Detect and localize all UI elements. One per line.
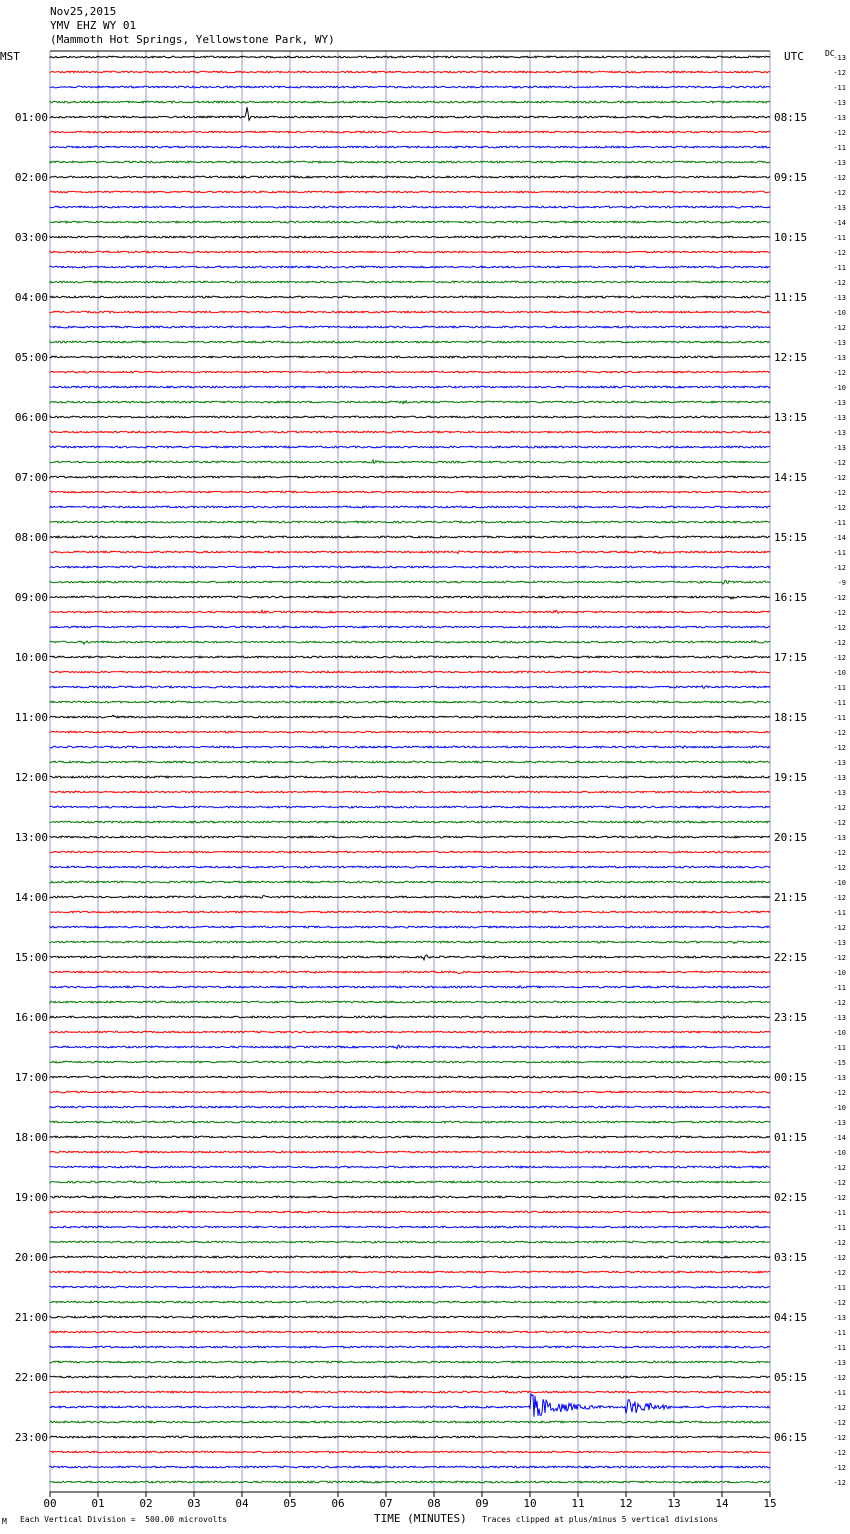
dc-offset-label: -9 xyxy=(837,579,846,587)
seismic-trace xyxy=(50,236,770,238)
seismic-trace xyxy=(50,641,770,645)
seismic-trace xyxy=(50,1286,770,1288)
dc-label: DC xyxy=(825,49,835,58)
small-mark: M xyxy=(2,1517,7,1526)
dc-offset-label: -11 xyxy=(833,1284,846,1292)
x-tick-label: 01 xyxy=(91,1497,105,1510)
dc-offset-label: -13 xyxy=(833,789,846,797)
mst-hour-label: 19:00 xyxy=(14,1191,48,1204)
x-tick-label: 15 xyxy=(763,1497,777,1510)
seismic-trace xyxy=(50,1151,770,1153)
station-location: (Mammoth Hot Springs, Yellowstone Park, WY) xyxy=(50,33,335,46)
x-tick-label: 14 xyxy=(715,1497,729,1510)
dc-offset-label: -11 xyxy=(833,1224,846,1232)
dc-offset-label: -12 xyxy=(833,279,846,287)
utc-hour-label: 03:15 xyxy=(774,1251,808,1264)
seismic-trace xyxy=(50,656,770,658)
dc-offset-label: -13 xyxy=(833,294,846,302)
seismic-trace xyxy=(50,881,770,883)
utc-hour-label: 01:15 xyxy=(774,1131,808,1144)
seismic-trace xyxy=(50,971,770,974)
dc-offset-label: -12 xyxy=(833,1419,846,1427)
dc-offset-label: -12 xyxy=(833,654,846,662)
dc-offset-label: -11 xyxy=(833,1209,846,1217)
seismic-trace xyxy=(50,1436,770,1438)
seismic-trace xyxy=(50,671,770,673)
dc-offset-label: -11 xyxy=(833,1044,846,1052)
x-tick-label: 06 xyxy=(331,1497,345,1510)
dc-offset-label: -12 xyxy=(833,849,846,857)
seismic-trace xyxy=(50,1166,770,1168)
utc-hour-label: 15:15 xyxy=(774,531,808,544)
seismic-trace xyxy=(50,491,770,493)
dc-offset-label: -10 xyxy=(833,1104,846,1112)
seismic-trace xyxy=(50,311,770,313)
right-axis-title: UTC xyxy=(784,50,804,63)
seismic-trace xyxy=(50,446,770,448)
seismic-trace xyxy=(50,101,770,103)
dc-offset-label: -13 xyxy=(833,159,846,167)
dc-offset-label: -13 xyxy=(833,399,846,407)
seismic-trace xyxy=(50,251,770,253)
dc-offset-label: -12 xyxy=(833,1299,846,1307)
dc-offset-label: -14 xyxy=(833,219,846,227)
seismic-trace xyxy=(50,596,770,599)
mst-hour-label: 08:00 xyxy=(14,531,48,544)
seismic-trace xyxy=(50,1016,770,1018)
dc-offset-label: -12 xyxy=(833,504,846,512)
seismic-trace xyxy=(50,1376,770,1378)
seismic-trace xyxy=(50,161,770,163)
dc-offset-label: -11 xyxy=(833,144,846,152)
seismic-trace xyxy=(50,566,770,568)
dc-offset-label: -12 xyxy=(833,609,846,617)
seismic-trace xyxy=(50,1001,770,1003)
dc-offset-label: -11 xyxy=(833,714,846,722)
seismic-trace xyxy=(50,341,770,343)
dc-offset-label: -10 xyxy=(833,879,846,887)
seismic-trace xyxy=(50,701,770,703)
mst-hour-label: 12:00 xyxy=(14,771,48,784)
seismic-trace xyxy=(50,371,770,373)
seismic-trace xyxy=(50,386,770,388)
seismic-trace xyxy=(50,476,770,478)
dc-offset-label: -13 xyxy=(833,1014,846,1022)
utc-hour-label: 20:15 xyxy=(774,831,808,844)
utc-hour-label: 06:15 xyxy=(774,1431,808,1444)
utc-hour-label: 21:15 xyxy=(774,891,808,904)
seismic-trace xyxy=(50,1271,770,1273)
dc-offset-label: -12 xyxy=(833,1164,846,1172)
dc-offset-label: -13 xyxy=(833,1119,846,1127)
mst-hour-label: 01:00 xyxy=(14,111,48,124)
seismic-trace xyxy=(50,581,770,585)
dc-offset-label: -11 xyxy=(833,684,846,692)
seismic-trace xyxy=(50,686,770,689)
mst-hour-label: 22:00 xyxy=(14,1371,48,1384)
seismic-trace xyxy=(50,206,770,208)
seismic-trace xyxy=(50,1316,770,1318)
station-code: YMV EHZ WY 01 xyxy=(50,19,137,32)
dc-offset-label: -13 xyxy=(833,759,846,767)
seismic-trace xyxy=(50,1121,770,1123)
seismic-trace xyxy=(50,806,770,808)
seismic-trace xyxy=(50,1394,770,1417)
dc-offset-label: -12 xyxy=(833,1179,846,1187)
utc-hour-label: 23:15 xyxy=(774,1011,808,1024)
dc-offset-label: -12 xyxy=(833,564,846,572)
seismic-trace xyxy=(50,221,770,223)
seismic-trace xyxy=(50,296,770,298)
seismic-trace xyxy=(50,191,770,193)
dc-offset-label: -12 xyxy=(833,459,846,467)
dc-offset-label: -10 xyxy=(833,384,846,392)
seismic-trace xyxy=(50,926,770,928)
dc-offset-label: -12 xyxy=(833,189,846,197)
seismic-trace xyxy=(50,1031,770,1033)
seismic-trace xyxy=(50,1391,770,1393)
dc-offset-label: -13 xyxy=(833,114,846,122)
dc-offset-label: -12 xyxy=(833,624,846,632)
mst-hour-label: 13:00 xyxy=(14,831,48,844)
dc-offset-label: -12 xyxy=(833,1479,846,1487)
seismic-trace xyxy=(50,551,770,554)
utc-hour-label: 19:15 xyxy=(774,771,808,784)
seismic-trace xyxy=(50,326,770,328)
utc-hour-label: 05:15 xyxy=(774,1371,808,1384)
dc-offset-label: -12 xyxy=(833,249,846,257)
dc-offset-label: -12 xyxy=(833,1464,846,1472)
utc-hour-label: 04:15 xyxy=(774,1311,808,1324)
seismic-trace xyxy=(50,731,770,733)
seismic-trace xyxy=(50,911,770,913)
x-tick-label: 02 xyxy=(139,1497,153,1510)
x-tick-label: 11 xyxy=(571,1497,585,1510)
seismic-trace xyxy=(50,1091,770,1093)
seismic-trace xyxy=(50,851,770,853)
x-tick-label: 13 xyxy=(667,1497,681,1510)
mst-hour-label: 05:00 xyxy=(14,351,48,364)
dc-offset-label: -13 xyxy=(833,1314,846,1322)
dc-offset-label: -12 xyxy=(833,954,846,962)
utc-hour-label: 09:15 xyxy=(774,171,808,184)
mst-hour-label: 15:00 xyxy=(14,951,48,964)
seismic-trace xyxy=(50,1106,770,1108)
seismic-trace xyxy=(50,1045,770,1049)
seismic-trace xyxy=(50,941,770,943)
dc-offset-label: -12 xyxy=(833,864,846,872)
left-axis-title: MST xyxy=(0,50,20,63)
utc-hour-label: 14:15 xyxy=(774,471,808,484)
mst-hour-label: 11:00 xyxy=(14,711,48,724)
mst-hour-label: 03:00 xyxy=(14,231,48,244)
dc-offset-label: -14 xyxy=(833,534,846,542)
mst-hour-label: 10:00 xyxy=(14,651,48,664)
dc-offset-label: -10 xyxy=(833,1149,846,1157)
seismic-trace xyxy=(50,1061,770,1063)
x-tick-label: 05 xyxy=(283,1497,297,1510)
seismic-trace xyxy=(50,536,770,538)
mst-hour-label: 06:00 xyxy=(14,411,48,424)
seismic-trace xyxy=(50,1421,770,1423)
seismic-trace xyxy=(50,506,770,508)
seismic-trace xyxy=(50,86,770,88)
seismic-trace xyxy=(50,1076,770,1078)
utc-hour-label: 16:15 xyxy=(774,591,808,604)
dc-offset-label: -13 xyxy=(833,444,846,452)
utc-hour-label: 02:15 xyxy=(774,1191,808,1204)
dc-offset-label: -12 xyxy=(833,1269,846,1277)
seismic-trace xyxy=(50,821,770,823)
mst-hour-label: 16:00 xyxy=(14,1011,48,1024)
dc-offset-label: -12 xyxy=(833,894,846,902)
seismic-trace xyxy=(50,1481,770,1483)
mst-hour-label: 02:00 xyxy=(14,171,48,184)
mst-hour-label: 23:00 xyxy=(14,1431,48,1444)
dc-offset-label: -12 xyxy=(833,804,846,812)
mst-hour-label: 07:00 xyxy=(14,471,48,484)
seismic-trace xyxy=(50,146,770,148)
seismic-trace xyxy=(50,131,770,133)
dc-offset-label: -13 xyxy=(833,339,846,347)
mst-hour-label: 14:00 xyxy=(14,891,48,904)
x-tick-label: 08 xyxy=(427,1497,441,1510)
scale-note: Each Vertical Division = 500.00 microvolts xyxy=(20,1515,228,1524)
dc-offset-label: -13 xyxy=(833,939,846,947)
plot-date: Nov25,2015 xyxy=(50,5,117,18)
dc-offset-label: -12 xyxy=(833,744,846,752)
dc-offset-label: -11 xyxy=(833,1389,846,1397)
seismic-trace xyxy=(50,626,770,628)
dc-offset-label: -13 xyxy=(833,1359,846,1367)
dc-offset-label: -12 xyxy=(833,324,846,332)
seismic-trace xyxy=(50,986,770,988)
seismic-trace xyxy=(50,955,770,960)
seismic-trace xyxy=(50,1301,770,1303)
dc-offset-label: -13 xyxy=(833,774,846,782)
seismic-trace xyxy=(50,1346,770,1348)
dc-offset-label: -13 xyxy=(833,204,846,212)
seismic-trace xyxy=(50,460,770,464)
utc-hour-label: 17:15 xyxy=(774,651,808,664)
dc-offset-label: -13 xyxy=(833,1074,846,1082)
seismic-trace xyxy=(50,1451,770,1453)
dc-offset-label: -13 xyxy=(833,54,846,62)
seismic-trace xyxy=(50,1361,770,1363)
dc-offset-label: -12 xyxy=(833,1374,846,1382)
mst-hour-label: 20:00 xyxy=(14,1251,48,1264)
dc-offset-label: -11 xyxy=(833,699,846,707)
seismic-trace xyxy=(50,761,770,763)
seismic-trace xyxy=(50,281,770,283)
seismic-trace xyxy=(50,1136,770,1138)
x-tick-label: 10 xyxy=(523,1497,537,1510)
mst-hour-label: 09:00 xyxy=(14,591,48,604)
dc-offset-label: -13 xyxy=(833,99,846,107)
utc-hour-label: 00:15 xyxy=(774,1071,808,1084)
seismic-trace xyxy=(50,896,770,899)
dc-offset-label: -11 xyxy=(833,84,846,92)
dc-offset-label: -12 xyxy=(833,1434,846,1442)
utc-hour-label: 11:15 xyxy=(774,291,808,304)
seismic-trace xyxy=(50,1196,770,1198)
x-axis-label: TIME (MINUTES) xyxy=(374,1512,467,1525)
x-tick-label: 07 xyxy=(379,1497,393,1510)
dc-offset-label: -11 xyxy=(833,1344,846,1352)
utc-hour-label: 13:15 xyxy=(774,411,808,424)
dc-offset-label: -11 xyxy=(833,909,846,917)
dc-offset-label: -11 xyxy=(833,264,846,272)
mst-hour-label: 21:00 xyxy=(14,1311,48,1324)
seismic-trace xyxy=(50,416,770,418)
dc-offset-label: -13 xyxy=(833,354,846,362)
mst-hour-label: 17:00 xyxy=(14,1071,48,1084)
dc-offset-label: -12 xyxy=(833,174,846,182)
dc-offset-label: -12 xyxy=(833,924,846,932)
seismic-trace xyxy=(50,401,770,404)
utc-hour-label: 18:15 xyxy=(774,711,808,724)
dc-offset-label: -13 xyxy=(833,834,846,842)
dc-offset-label: -12 xyxy=(833,129,846,137)
dc-offset-label: -12 xyxy=(833,1404,846,1412)
seismic-trace xyxy=(50,71,770,73)
seismic-trace xyxy=(50,176,770,178)
dc-offset-label: -12 xyxy=(833,819,846,827)
seismic-trace xyxy=(50,266,770,268)
x-tick-label: 12 xyxy=(619,1497,633,1510)
seismic-trace xyxy=(50,715,770,718)
dc-offset-label: -10 xyxy=(833,669,846,677)
seismic-trace xyxy=(50,1181,770,1183)
dc-offset-label: -11 xyxy=(833,519,846,527)
x-tick-label: 03 xyxy=(187,1497,201,1510)
seismic-trace xyxy=(50,431,770,433)
dc-offset-label: -15 xyxy=(833,1059,846,1067)
seismic-trace xyxy=(50,356,770,358)
seismic-trace xyxy=(50,1241,770,1243)
x-tick-label: 09 xyxy=(475,1497,489,1510)
dc-offset-label: -11 xyxy=(833,1329,846,1337)
seismic-trace xyxy=(50,1211,770,1213)
seismic-trace xyxy=(50,1256,770,1258)
x-tick-label: 00 xyxy=(43,1497,57,1510)
dc-offset-label: -12 xyxy=(833,1449,846,1457)
seismic-trace xyxy=(50,1466,770,1468)
dc-offset-label: -12 xyxy=(833,999,846,1007)
dc-offset-label: -10 xyxy=(833,1029,846,1037)
dc-offset-label: -12 xyxy=(833,639,846,647)
dc-offset-label: -13 xyxy=(833,414,846,422)
dc-offset-label: -11 xyxy=(833,234,846,242)
clip-note: Traces clipped at plus/minus 5 vertical divisions xyxy=(482,1515,719,1524)
seismic-trace xyxy=(50,791,770,793)
dc-offset-label: -12 xyxy=(833,1194,846,1202)
seismic-trace xyxy=(50,1331,770,1333)
dc-offset-label: -10 xyxy=(833,969,846,977)
x-tick-label: 04 xyxy=(235,1497,249,1510)
dc-offset-label: -12 xyxy=(833,594,846,602)
utc-hour-label: 12:15 xyxy=(774,351,808,364)
seismic-trace xyxy=(50,836,770,838)
seismic-trace xyxy=(50,866,770,868)
dc-offset-label: -12 xyxy=(833,369,846,377)
dc-offset-label: -12 xyxy=(833,69,846,77)
mst-hour-label: 04:00 xyxy=(14,291,48,304)
dc-offset-label: -10 xyxy=(833,309,846,317)
mst-hour-label: 18:00 xyxy=(14,1131,48,1144)
seismic-trace xyxy=(50,107,770,120)
utc-hour-label: 10:15 xyxy=(774,231,808,244)
dc-offset-label: -12 xyxy=(833,1239,846,1247)
seismic-trace xyxy=(50,1226,770,1228)
seismic-trace xyxy=(50,521,770,523)
dc-offset-label: -13 xyxy=(833,429,846,437)
seismic-trace xyxy=(50,746,770,749)
dc-offset-label: -14 xyxy=(833,1134,846,1142)
utc-hour-label: 22:15 xyxy=(774,951,808,964)
dc-offset-label: -12 xyxy=(833,1254,846,1262)
seismic-trace xyxy=(50,610,770,613)
dc-offset-label: -12 xyxy=(833,1089,846,1097)
dc-offset-label: -12 xyxy=(833,474,846,482)
dc-offset-label: -11 xyxy=(833,984,846,992)
seismic-trace xyxy=(50,56,770,58)
utc-hour-label: 08:15 xyxy=(774,111,808,124)
seismic-trace xyxy=(50,776,770,778)
dc-offset-label: -12 xyxy=(833,489,846,497)
dc-offset-label: -12 xyxy=(833,729,846,737)
dc-offset-label: -11 xyxy=(833,549,846,557)
